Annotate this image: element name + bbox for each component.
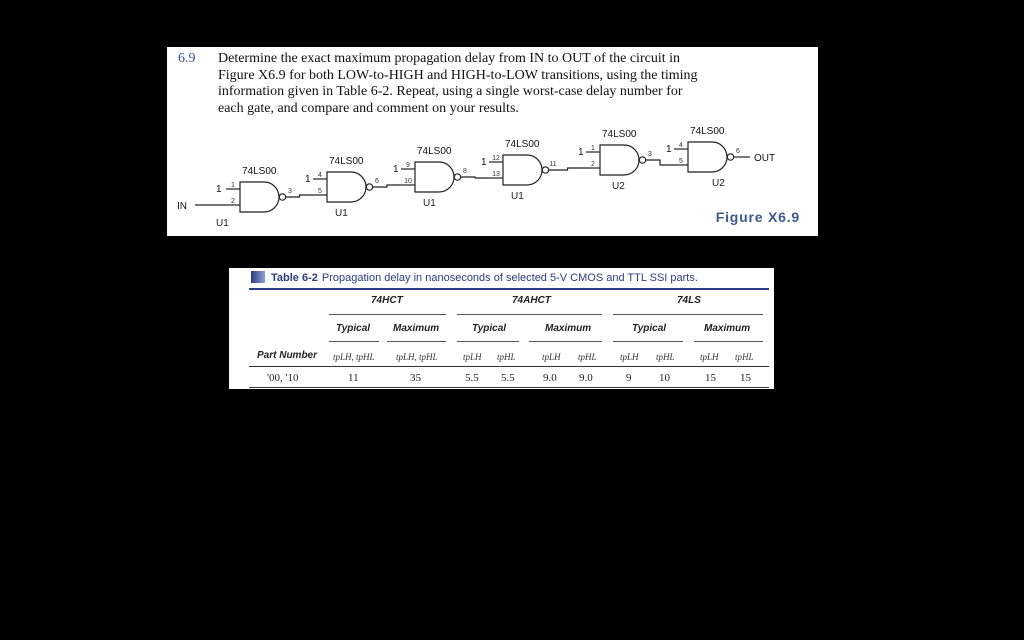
unit-label: U1 xyxy=(216,218,229,229)
row-header-part-number: Part Number xyxy=(257,350,318,361)
pin-number: 10 xyxy=(404,178,412,185)
header-rule xyxy=(249,366,769,367)
inversion-bubble xyxy=(542,167,548,173)
table-caption xyxy=(251,271,698,284)
family-underline xyxy=(329,314,446,315)
subheader-typical: Typical xyxy=(632,323,667,334)
tie-high-label: 1 xyxy=(578,147,584,158)
subheader-maximum: Maximum xyxy=(704,323,751,334)
part-label: 74LS00 xyxy=(329,156,364,167)
table-number: Table 6-2 xyxy=(271,272,318,284)
param-label: tpLH, tpHL xyxy=(396,352,438,362)
unit-label: U1 xyxy=(423,198,436,209)
tie-high-label: 1 xyxy=(481,157,487,168)
subheader-underline xyxy=(529,341,602,342)
row-part: '00, '10 xyxy=(267,372,299,384)
pin-number: 4 xyxy=(679,142,683,149)
subheader-typical: Typical xyxy=(336,323,371,334)
inversion-bubble xyxy=(366,184,372,190)
table-cell: 9 xyxy=(626,372,632,384)
param-label: tpHL xyxy=(735,352,754,362)
table-bottom-rule xyxy=(249,387,769,388)
table-cell: 10 xyxy=(659,372,670,384)
pin-number: 5 xyxy=(318,188,322,195)
family-header-74ls: 74LS xyxy=(677,295,701,306)
nand-gate xyxy=(415,162,454,192)
family-header-74ahct: 74AHCT xyxy=(512,295,551,306)
caption-bar-icon xyxy=(251,271,265,283)
tie-high-label: 1 xyxy=(666,144,672,155)
pin-number: 6 xyxy=(375,178,379,185)
pin-number: 13 xyxy=(492,171,500,178)
table-top-rule xyxy=(249,288,769,290)
inversion-bubble xyxy=(727,154,733,160)
table-cell: 9.0 xyxy=(579,372,593,384)
subheader-underline xyxy=(613,341,683,342)
unit-label: U1 xyxy=(511,191,524,202)
table-cell: 9.0 xyxy=(543,372,557,384)
nand-gate xyxy=(688,142,727,172)
param-label: tpLH xyxy=(700,352,719,362)
table-cell: 35 xyxy=(410,372,421,384)
pin-number: 1 xyxy=(231,182,235,189)
nand-gate xyxy=(503,155,542,185)
connecting-wire xyxy=(373,185,401,187)
pin-number: 9 xyxy=(406,162,410,169)
family-header-74hct: 74HCT xyxy=(371,295,403,306)
family-underline xyxy=(457,314,602,315)
nand-gate xyxy=(600,145,639,175)
subheader-maximum: Maximum xyxy=(545,323,592,334)
param-label: tpLH xyxy=(463,352,482,362)
pin-number: 12 xyxy=(492,155,500,162)
pin-number: 4 xyxy=(318,172,322,179)
part-label: 74LS00 xyxy=(505,139,540,150)
param-label: tpHL xyxy=(497,352,516,362)
connecting-wire xyxy=(549,168,586,170)
table-panel xyxy=(229,268,774,389)
pin-number: 2 xyxy=(231,198,235,205)
connecting-wire xyxy=(286,195,313,197)
table-cell: 5.5 xyxy=(501,372,515,384)
family-underline xyxy=(613,314,763,315)
input-label: IN xyxy=(177,201,187,212)
subheader-underline xyxy=(694,341,763,342)
unit-label: U2 xyxy=(612,181,625,192)
subheader-typical: Typical xyxy=(472,323,507,334)
table-cell: 11 xyxy=(348,372,359,384)
inversion-bubble xyxy=(639,157,645,163)
pin-number: 3 xyxy=(288,188,292,195)
part-label: 74LS00 xyxy=(602,129,637,140)
param-label: tpHL xyxy=(656,352,675,362)
inversion-bubble xyxy=(279,194,285,200)
param-label: tpLH xyxy=(542,352,561,362)
output-label: OUT xyxy=(754,153,776,164)
unit-label: U1 xyxy=(335,208,348,219)
pin-number: 6 xyxy=(736,148,740,155)
part-label: 74LS00 xyxy=(242,166,277,177)
param-label: tpLH, tpHL xyxy=(333,352,375,362)
tie-high-label: 1 xyxy=(393,164,399,175)
figure-caption: Figure X6.9 xyxy=(715,209,800,225)
subheader-underline xyxy=(329,341,379,342)
part-label: 74LS00 xyxy=(690,126,725,137)
pin-number: 1 xyxy=(591,145,595,152)
table-title: Propagation delay in nanoseconds of selected 5-V CMOS and TTL SSI parts. xyxy=(321,272,698,284)
circuit-diagram xyxy=(167,47,818,236)
part-label: 74LS00 xyxy=(417,146,452,157)
param-label: tpHL xyxy=(578,352,597,362)
param-label: tpLH xyxy=(620,352,639,362)
unit-label: U2 xyxy=(712,178,725,189)
table-cell: 5.5 xyxy=(465,372,479,384)
table-cell: 15 xyxy=(740,372,751,384)
pin-number: 3 xyxy=(648,151,652,158)
pin-number: 5 xyxy=(679,158,683,165)
tie-high-label: 1 xyxy=(216,184,222,195)
connecting-wire xyxy=(461,177,489,178)
table-cell: 15 xyxy=(705,372,716,384)
tie-high-label: 1 xyxy=(305,174,311,185)
subheader-maximum: Maximum xyxy=(393,323,440,334)
problem-number: 6.9 xyxy=(178,51,196,66)
nand-gate xyxy=(240,182,279,212)
nand-gate xyxy=(327,172,366,202)
pin-number: 8 xyxy=(463,168,467,175)
problem-text: Determine the exact maximum propagation delay from IN to OUT of the circuit in Figure X6.9 for both LOW-to-HIGH and HIGH-to-LOW transitions, using the timing information given in Table 6-2. Repeat, using a single worst-case delay number for each gate, and compare and comment on your results. xyxy=(218,51,698,116)
subheader-underline xyxy=(387,341,446,342)
subheader-underline xyxy=(457,341,519,342)
problem-panel xyxy=(167,47,818,236)
inversion-bubble xyxy=(454,174,460,180)
pin-number: 2 xyxy=(591,161,595,168)
pin-number: 11 xyxy=(549,161,557,168)
connecting-wire xyxy=(646,160,674,165)
